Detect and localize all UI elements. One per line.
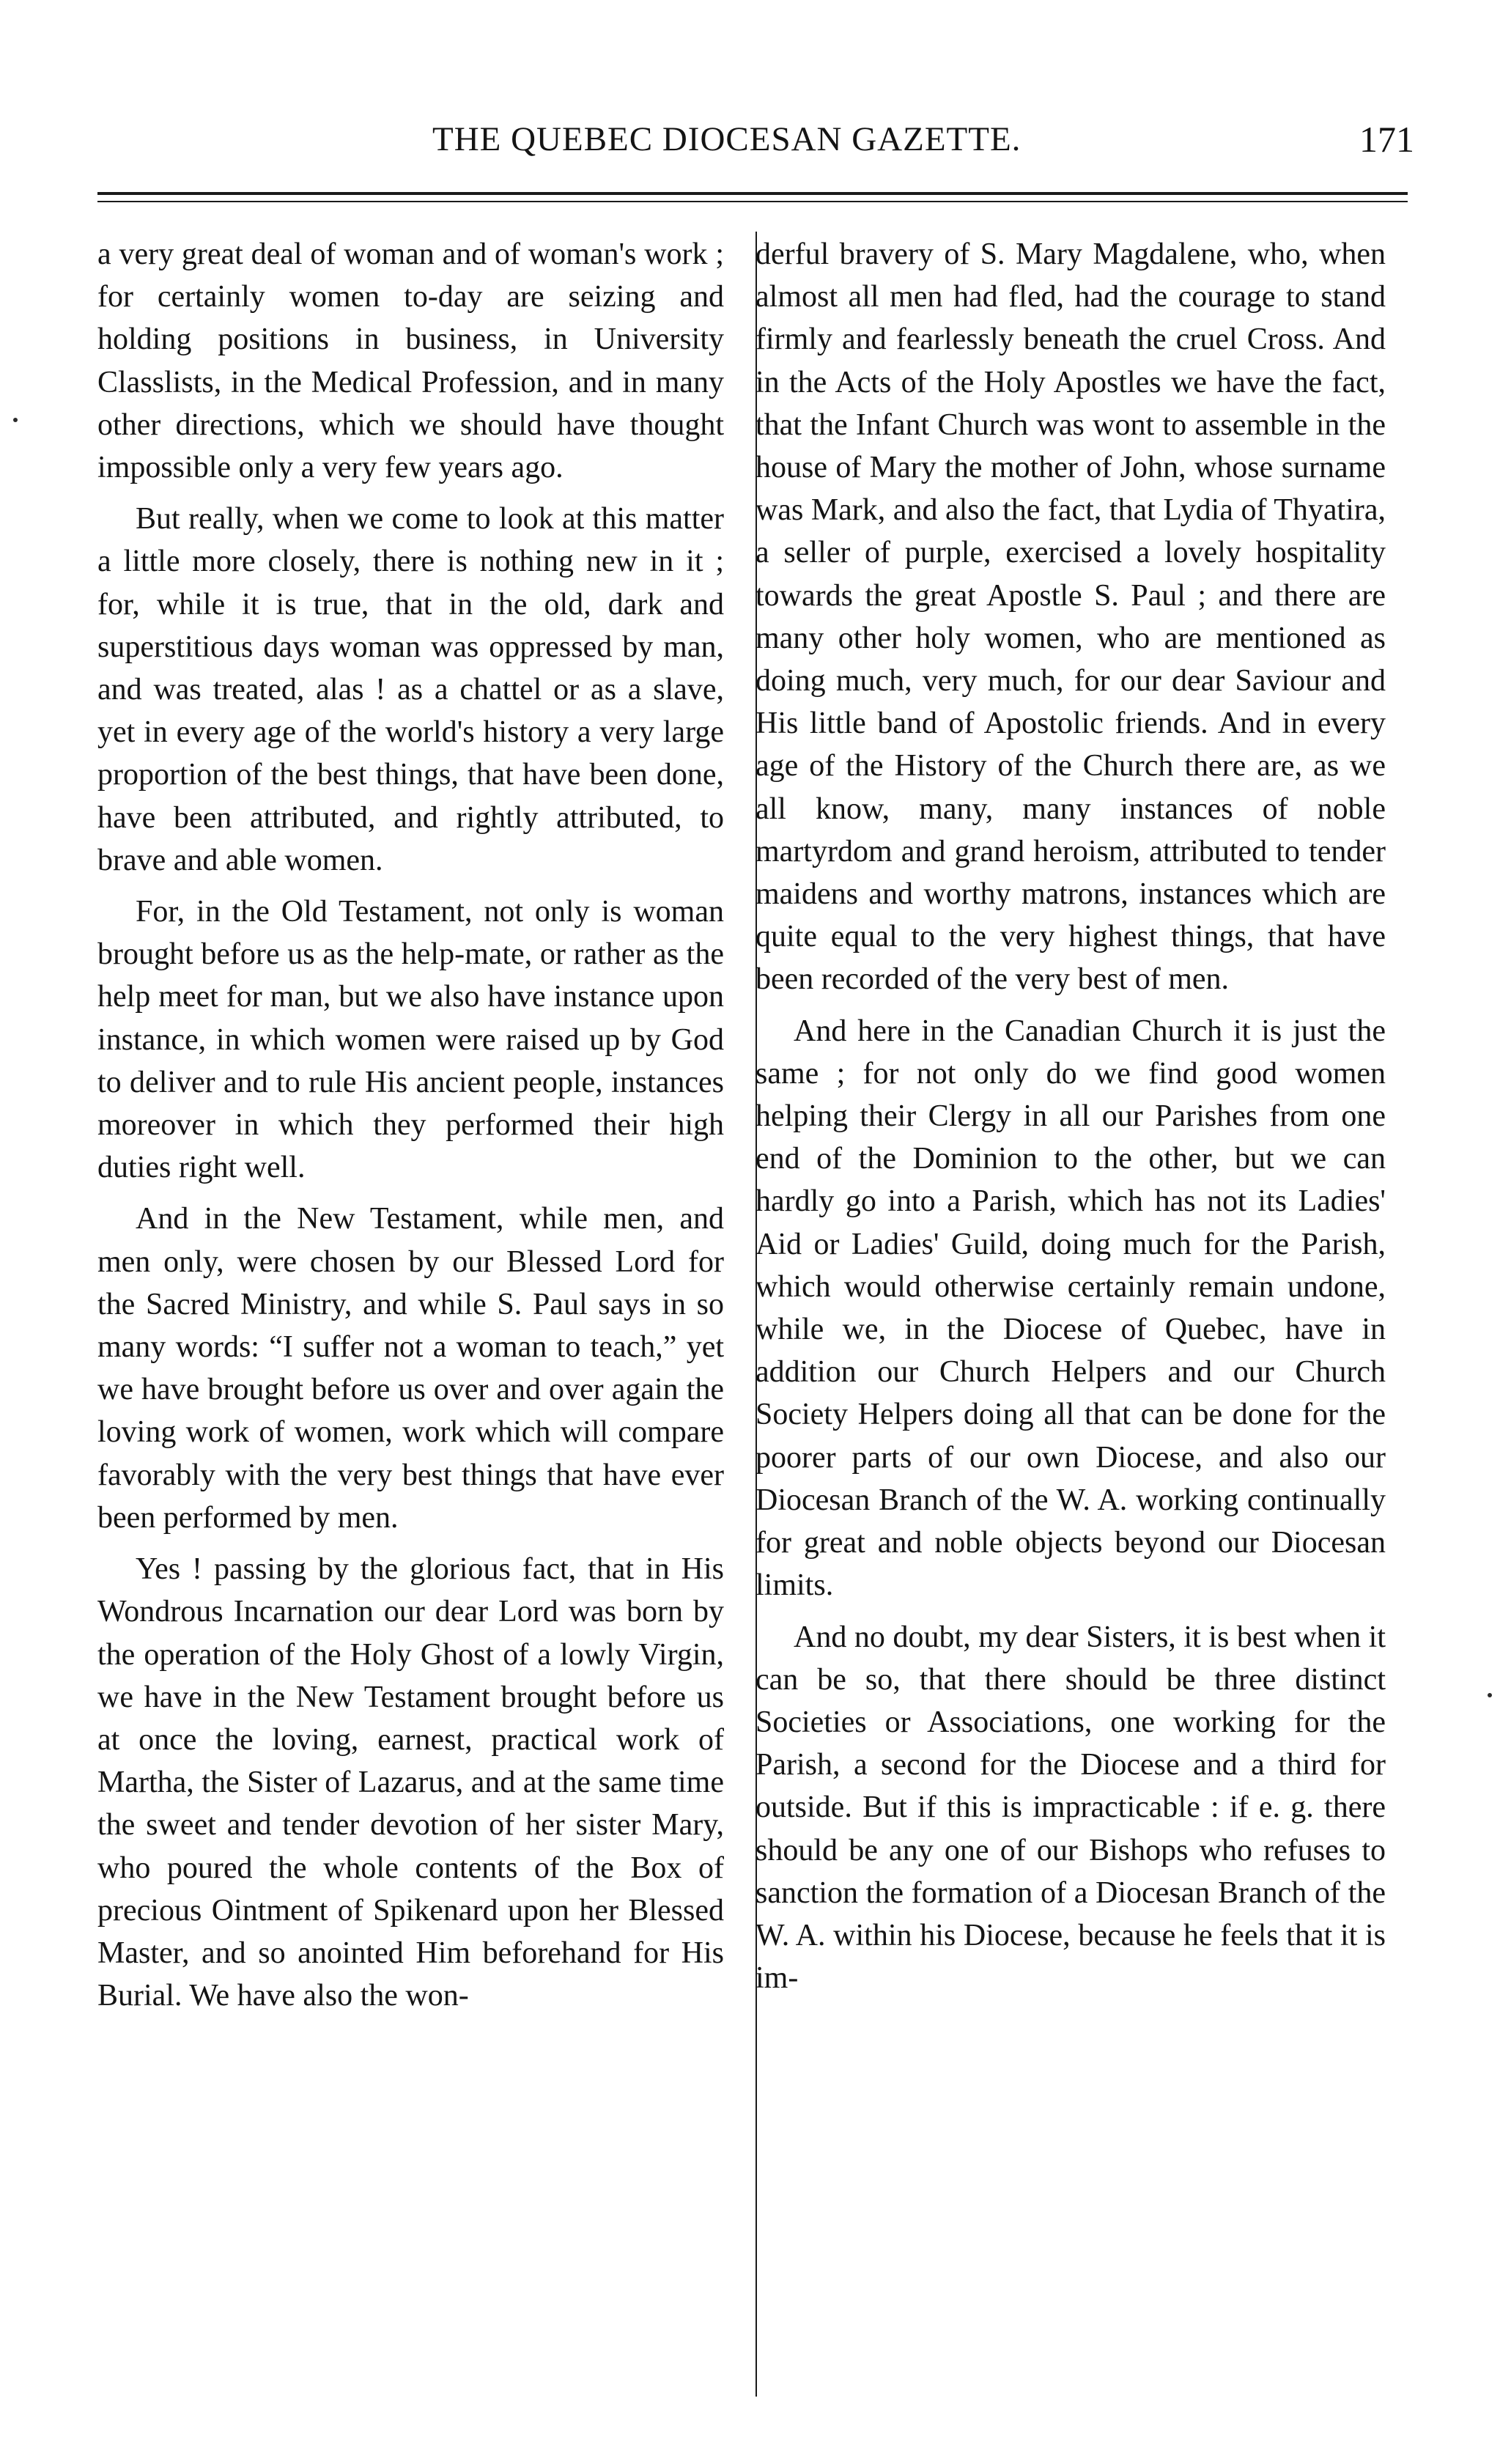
page-number: 171 bbox=[1359, 119, 1414, 160]
print-speck bbox=[13, 418, 18, 422]
running-title: THE QUEBEC DIOCESAN GAZETTE. bbox=[432, 120, 1022, 158]
page-header bbox=[95, 116, 1414, 163]
paragraph: Yes ! passing by the glorious fact, that in His Wondrous Incarnation our dear Lord was born by the operation of the Holy Ghost of a lowly Virgin, we have in the New Testament brought before us at once the loving, earnest, practical work of Martha, the Sister of Lazarus, and at the same time the sweet and tender devotion of her sister Mary, who poured the whole contents of the Box of precious Ointment of Spikenard upon her Blessed Master, and so anointed Him beforehand for His Burial. We have also the won- bbox=[97, 1552, 724, 2013]
left-column bbox=[97, 233, 724, 2017]
paragraph: And no doubt, my dear Sisters, it is best when it can be so, that there should be three distinct Societies or Associations, one working for the Parish, a second for the Diocese and a third for outside. But if this is impracticable : if e. g. there should be any one of our Bishops who refuses to sanction the formation of a Diocesan Branch of the W. A. within his Diocese, because he feels that it is im- bbox=[756, 1620, 1386, 1996]
right-column bbox=[756, 233, 1386, 1999]
header-rule-thick bbox=[97, 192, 1408, 195]
header-rule-thin bbox=[97, 201, 1408, 202]
print-speck bbox=[1488, 1693, 1492, 1697]
paragraph: derful bravery of S. Mary Magdalene, who, when almost all men had fled, had the courage to stand firmly and fearlessly beneath the cruel Cross. And in the Acts of the Holy Apostles we have the fact, that the Infant Church was wont to assemble in the house of Mary the mother of John, whose surname was Mark, and also the fact, that Lydia of Thyatira, a seller of purple, exercised a lovely hospitality towards the great Apostle S. Paul ; and there are many other holy women, who are mentioned as doing much, very much, for our dear Saviour and His little band of Apostolic friends. And in every age of the History of the Church there are, as we all know, many, many instances of noble martyrdom and grand heroism, attributed to tender maidens and worthy matrons, instances which are quite equal to the very highest things, that have been recorded of the very best of men. bbox=[756, 237, 1386, 997]
paragraph: But really, when we come to look at this matter a little more closely, there is nothing new in it ; for, while it is true, that in the old, dark and superstitious days woman was oppressed by man, and was treated, alas ! as a chattel or as a slave, yet in every age of the world's history a very large proportion of the best things, that have been done, have been attributed, and rightly attributed, to brave and able women. bbox=[97, 502, 724, 877]
paragraph: For, in the Old Testament, not only is woman brought before us as the help-mate, or rather as the help meet for man, but we also have instance upon instance, in which women were raised up by God to deliver and to rule His ancient people, instances moreover in which they performed their high duties right well. bbox=[97, 895, 724, 1185]
paragraph: a very great deal of woman and of woman's work ; for certainly women to-day are seizing and holding positions in business, in University Classlists, in the Medical Profession, and in many other directions, which we should have thought impossible only a very few years ago. bbox=[97, 237, 724, 485]
paragraph: And here in the Canadian Church it is just the same ; for not only do we find good women helping their Clergy in all our Parishes from one end of the Dominion to the other, but we can hardly go into a Parish, which has not its Ladies' Aid or Ladies' Guild, doing much for the Parish, which would otherwise certainly remain undone, while we, in the Diocese of Quebec, have in addition our Church Helpers and our Church Society Helpers doing all that can be done for the poorer parts of our own Diocese, and also our Diocesan Branch of the W. A. working continually for great and noble objects beyond our Diocesan limits. bbox=[756, 1014, 1386, 1603]
paragraph: And in the New Testament, while men, and men only, were chosen by our Blessed Lord for the Sacred Ministry, and while S. Paul says in so many words: “I suffer not a woman to teach,” yet we have brought before us over and over again the loving work of women, work which will compare favorably with the very best things that have ever been performed by men. bbox=[97, 1202, 724, 1535]
